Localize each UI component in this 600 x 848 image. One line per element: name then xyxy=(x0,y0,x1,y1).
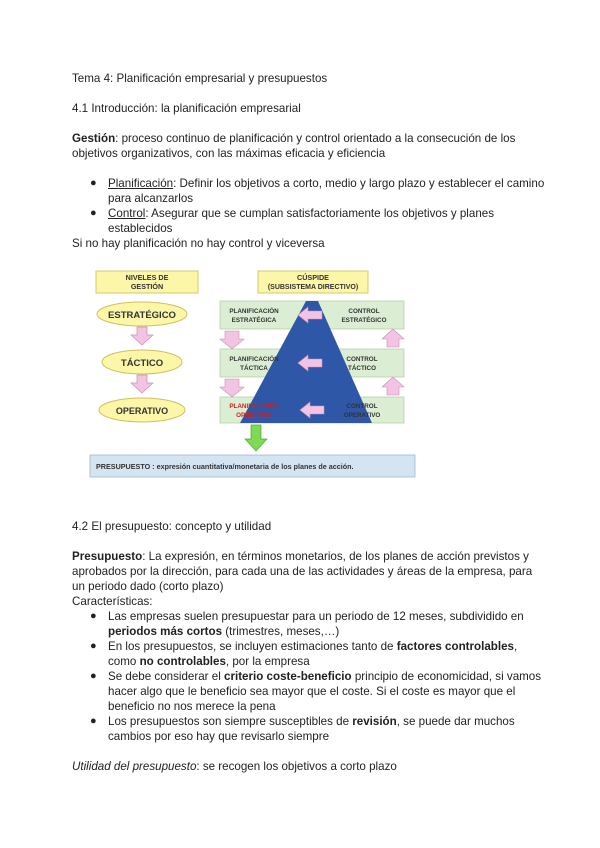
ctrl-estrategico-line2: ESTRATÉGICO xyxy=(341,317,387,324)
plan-operativa-line2: OPERATIVA xyxy=(236,412,272,419)
ctrl-operativo-line2: OPERATIVO xyxy=(343,412,381,419)
plan-estrategica-line1: PLANIFICACIÓN xyxy=(229,308,279,315)
arrow-to-budget xyxy=(245,425,267,451)
gestion-definition xyxy=(72,131,515,147)
gestion-def-line1: : proceso continuo de planificación y control orientado a la consecución de los xyxy=(115,132,516,145)
plan-tactica-line2: TÁCTICA xyxy=(240,365,268,372)
bullet1-rest: (trimestres, meses,…) xyxy=(222,625,340,638)
niveles-header-line2: GESTIÓN xyxy=(130,282,164,291)
bullet2-l2-post: , por la empresa xyxy=(225,655,310,668)
bullet2-pre: En los presupuestos, se incluyen estimaciones tanto de xyxy=(108,640,397,653)
bullet-control xyxy=(108,206,494,222)
bullet3-line3: beneficio no nos merece la pena xyxy=(108,700,276,713)
bullet1-bold: periodos más cortos xyxy=(108,625,223,638)
bullet3-pre: Se debe considerar el xyxy=(108,670,225,683)
ctrl-tactico-line2: TÁCTICO xyxy=(348,365,376,372)
utilidad-line xyxy=(72,759,397,775)
gestion-def-line2: objetivos organizativos, con las máximas eficacia y eficiencia xyxy=(72,147,386,160)
bullet2-l2-bold: no controlables xyxy=(139,655,226,668)
section-heading-4-2: 4.2 El presupuesto: concepto y utilidad xyxy=(72,520,272,533)
bullet-dot: ● xyxy=(90,640,97,652)
plan-estrategica-line2: ESTRATÉGICA xyxy=(231,317,277,324)
bullet-planificacion xyxy=(108,176,544,192)
cuspide-header-line1: CÚSPIDE xyxy=(297,273,329,282)
management-levels-diagram xyxy=(80,265,425,483)
control-term: Control xyxy=(108,207,146,220)
presupuesto-def-line1: : La expresión, en términos monetarios, de los planes de acción previstos y xyxy=(142,550,529,563)
planificacion-text-line2: para alcanzarlos xyxy=(108,192,194,205)
arrow-plan-down-2 xyxy=(220,379,244,397)
plan-tactica-line1: PLANIFICACIÓN xyxy=(229,356,279,363)
bullet3-bold: criterio coste-beneficio xyxy=(224,670,352,683)
bullet2-post: , xyxy=(514,640,518,653)
ctrl-estrategico-line1: CONTROL xyxy=(348,308,380,315)
bullet2-bold: factores controlables xyxy=(396,640,514,653)
arrow-ctrl-up-1 xyxy=(382,329,404,347)
plan-operativa-line1: PLANIFICACIÓN xyxy=(229,403,279,410)
bullet4-line1 xyxy=(108,714,515,730)
control-text-line2: establecidos xyxy=(108,222,173,235)
bullet1-line1: Las empresas suelen presupuestar para un periodo de 12 meses, subdividido en xyxy=(108,610,524,623)
level-operativo: OPERATIVO xyxy=(115,406,169,416)
planificacion-text: : Definir los objetivos a corto, medio y largo plazo y establecer el camino xyxy=(173,177,545,190)
document-title: Tema 4: Planificación empresarial y presupuestos xyxy=(72,72,328,85)
bullet1-line2 xyxy=(108,624,339,640)
level-estrategico: ESTRATÉGICO xyxy=(108,310,176,321)
bullet-dot: ● xyxy=(90,670,97,682)
bullet-dot: ● xyxy=(90,610,97,622)
bullet2-line2 xyxy=(108,654,310,670)
arrow-down-1 xyxy=(131,327,153,345)
arrow-plan-down-1 xyxy=(220,331,244,349)
section1-closing: Si no hay planificación no hay control y viceversa xyxy=(72,237,325,250)
bullet2-line1 xyxy=(108,639,517,655)
presupuesto-def-line2: aprobados por la dirección, para cada una de las actividades y áreas de la empresa, para xyxy=(72,565,533,578)
ctrl-tactico-line1: CONTROL xyxy=(346,356,378,363)
ctrl-operativo-line1: CONTROL xyxy=(346,403,378,410)
bullet4-bold: revisión xyxy=(352,715,397,728)
bullet4-line2: cambios por eso hay que revisarlo siempre xyxy=(108,730,330,743)
presupuesto-def-line3: un periodo dado (corto plazo) xyxy=(72,580,224,593)
niveles-header-line1: NIVELES DE xyxy=(125,273,169,282)
bullet4-pre: Los presupuestos son siempre susceptibles de xyxy=(108,715,353,728)
bullet4-post: , se puede dar muchos xyxy=(396,715,515,728)
presupuesto-term: Presupuesto xyxy=(72,550,143,563)
bullet-dot: ● xyxy=(90,177,97,189)
utilidad-text: : se recogen los objetivos a corto plazo xyxy=(196,760,397,773)
level-tactico: TÁCTICO xyxy=(120,358,164,369)
arrow-ctrl-up-2 xyxy=(382,377,404,395)
arrow-down-2 xyxy=(131,375,153,393)
planificacion-term: Planificación xyxy=(108,177,174,190)
gestion-term: Gestión xyxy=(72,132,116,145)
bullet-dot: ● xyxy=(90,715,97,727)
cuspide-header-line2: (SUBSISTEMA DIRECTIVO) xyxy=(267,284,359,291)
bullet2-l2-pre: como xyxy=(108,655,140,668)
bullet-dot: ● xyxy=(90,207,97,219)
section-heading-4-1: 4.1 Introducción: la planificación empresarial xyxy=(72,102,301,115)
bullet3-line1 xyxy=(108,669,541,685)
caracteristicas-label: Características: xyxy=(72,595,153,608)
control-text: : Asegurar que se cumplan satisfactoriamente los objetivos y planes xyxy=(145,207,495,220)
utilidad-term: Utilidad del presupuesto xyxy=(72,760,197,773)
bullet3-post: principio de economicidad, si vamos xyxy=(351,670,542,683)
presupuesto-definition xyxy=(72,549,529,565)
bullet3-line2: hacer algo que le beneficio sea mayor que el coste. Si el coste es mayor que el xyxy=(108,685,516,698)
budget-footer-text: PRESUPUESTO : expresión cuantitativa/monetaria de los planes de acción. xyxy=(96,462,354,471)
